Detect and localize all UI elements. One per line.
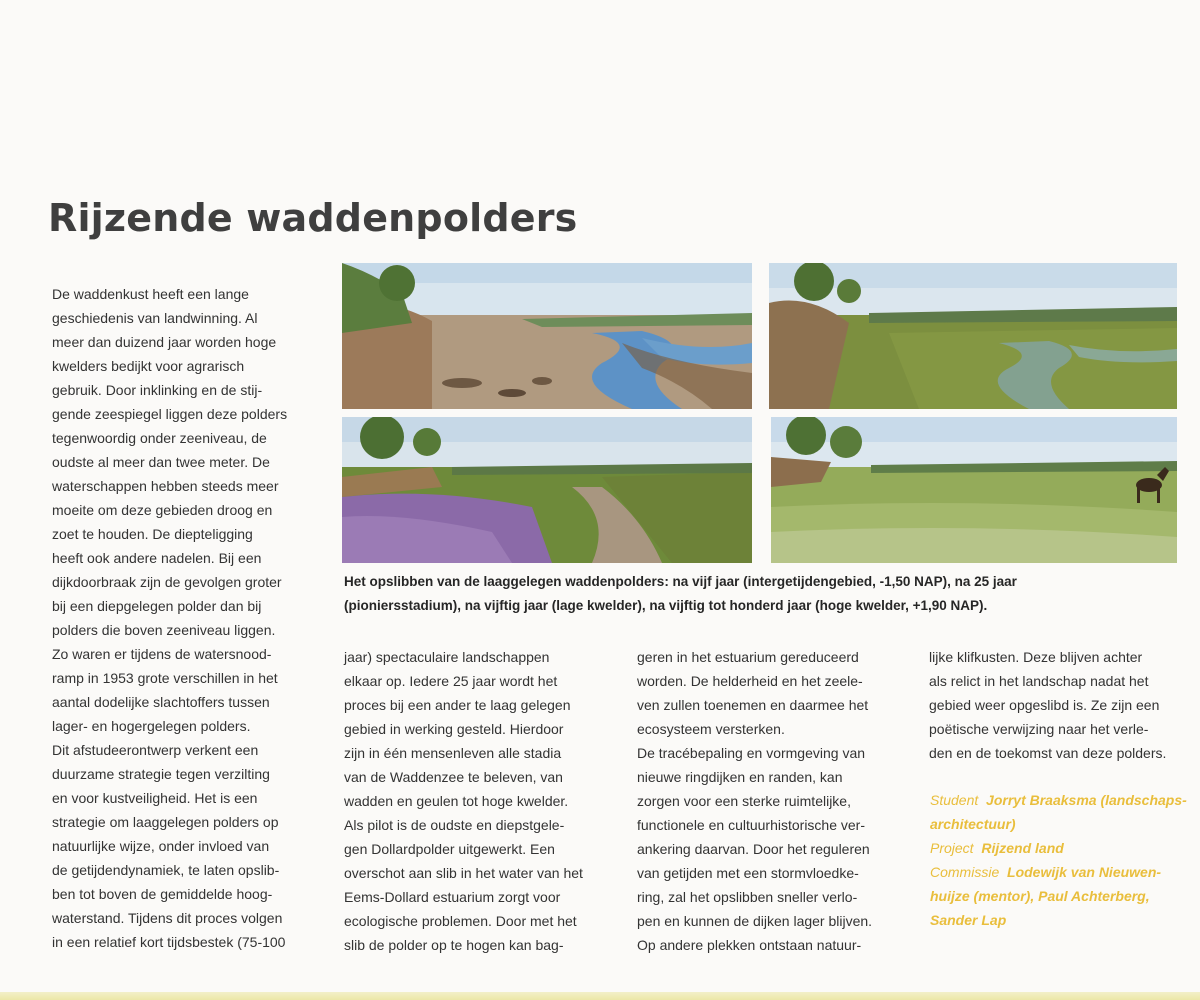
text-line: zijn in één mensenleven alle stadia — [344, 745, 562, 761]
caption-line: Het opslibben van de laaggelegen waddenpolders: na vijf jaar (intergetijdengebied, -1,50 NAP), na 25 jaar — [344, 574, 1017, 589]
text-line: de getijdendynamiek, te laten opslib- — [52, 862, 280, 878]
credit-line — [930, 836, 1187, 860]
project-credits — [930, 788, 1187, 932]
text-line: ecosysteem versterken. — [637, 721, 785, 737]
text-line: moeite om deze gebieden droog en — [52, 502, 273, 518]
text-column-4 — [929, 645, 1189, 765]
text-line: Als pilot is de oudste en diepstgele- — [344, 817, 565, 833]
article-title: Rijzende waddenpolders — [48, 196, 578, 240]
credit-value: Jorryt Braaksma (landschaps- — [986, 792, 1187, 808]
credit-value: huijze (mentor), Paul Achterberg, — [930, 888, 1150, 904]
text-line: waterstand. Tijdens dit proces volgen — [52, 910, 283, 926]
text-line: Dit afstudeerontwerp verkent een — [52, 742, 259, 758]
text-line: De tracébepaling en vormgeving van — [637, 745, 866, 761]
caption-line: (pioniersstadium), na vijftig jaar (lage kwelder), na vijftig tot honderd jaar (hoge kwelder, +1,90 NAP). — [344, 598, 988, 613]
text-line: gebruik. Door inklinking en de stij- — [52, 382, 263, 398]
text-line: Eems-Dollard estuarium zorgt voor — [344, 889, 561, 905]
text-line: van getijden met een stormvloedke- — [637, 865, 859, 881]
credit-label: Project — [930, 840, 974, 856]
text-line: natuurlijke wijze, onder invloed van — [52, 838, 270, 854]
figure-caption — [344, 570, 1017, 618]
text-line: als relict in het landschap nadat het — [929, 673, 1149, 689]
text-line: zorgen voor een sterke ruimtelijke, — [637, 793, 851, 809]
text-line: kwelders bedijkt voor agrarisch — [52, 358, 245, 374]
text-line: slib de polder op te hogen kan bag- — [344, 937, 564, 953]
text-line: poëtische verwijzing naar het verle- — [929, 721, 1149, 737]
text-line: ankering daarvan. Door het reguleren — [637, 841, 870, 857]
text-line: gende zeespiegel liggen deze polders — [52, 406, 288, 422]
text-line: wadden en geulen tot hoge kwelder. — [344, 793, 569, 809]
photo-stage-mudflat — [342, 263, 752, 409]
photo-stage-high-marsh — [771, 417, 1177, 563]
text-line: en voor kustveiligheid. Het is een — [52, 790, 258, 806]
text-line: dijkdoorbraak zijn de gevolgen groter — [52, 574, 282, 590]
credit-value: Sander Lap — [930, 912, 1007, 928]
credit-line — [930, 884, 1187, 908]
credit-label: Commissie — [930, 864, 1000, 880]
text-line: tegenwoordig onder zeeniveau, de — [52, 430, 267, 446]
text-line: Zo waren er tijdens de watersnood- — [52, 646, 272, 662]
text-line: gen Dollardpolder uitgewerkt. Een — [344, 841, 555, 857]
text-line: meer dan duizend jaar worden hoge — [52, 334, 277, 350]
text-line: aantal dodelijke slachtoffers tussen — [52, 694, 270, 710]
text-line: strategie om laaggelegen polders op — [52, 814, 279, 830]
text-line: oudste al meer dan twee meter. De — [52, 454, 270, 470]
text-line: van de Waddenzee te beleven, van — [344, 769, 563, 785]
text-column-2 — [344, 645, 614, 957]
text-line: ring, zal het opslibben sneller verlo- — [637, 889, 858, 905]
text-line: jaar) spectaculaire landschappen — [344, 649, 550, 665]
credit-value: Rijzend land — [981, 840, 1064, 856]
credit-value: Lodewijk van Nieuwen- — [1007, 864, 1162, 880]
text-line: De waddenkust heeft een lange — [52, 286, 249, 302]
text-line: lager- en hogergelegen polders. — [52, 718, 251, 734]
text-line: den en de toekomst van deze polders. — [929, 745, 1167, 761]
credit-label: Student — [930, 792, 979, 808]
text-line: pen en kunnen de dijken lager blijven. — [637, 913, 873, 929]
text-line: geschiedenis van landwinning. Al — [52, 310, 258, 326]
text-column-1 — [52, 282, 312, 954]
photo-stage-low-marsh — [342, 417, 752, 563]
credit-line — [930, 788, 1187, 812]
text-line: bij een diepgelegen polder dan bij — [52, 598, 262, 614]
text-line: duurzame strategie tegen verzilting — [52, 766, 270, 782]
text-line: Op andere plekken ontstaan natuur- — [637, 937, 862, 953]
text-line: heeft ook andere nadelen. Bij een — [52, 550, 262, 566]
text-line: polders die boven zeeniveau liggen. — [52, 622, 276, 638]
text-line: proces bij een ander te laag gelegen — [344, 697, 571, 713]
text-line: ecologische problemen. Door met het — [344, 913, 577, 929]
page-edge-strip — [0, 992, 1200, 1000]
text-line: gebied weer opgeslibd is. Ze zijn een — [929, 697, 1160, 713]
text-line: worden. De helderheid en het zeele- — [637, 673, 863, 689]
text-line: nieuwe ringdijken en randen, kan — [637, 769, 843, 785]
text-line: gebied in werking gesteld. Hierdoor — [344, 721, 564, 737]
credit-line — [930, 860, 1187, 884]
text-line: ven zullen toenemen en daarmee het — [637, 697, 869, 713]
text-column-3 — [637, 645, 907, 957]
text-line: waterschappen hebben steeds meer — [52, 478, 279, 494]
photo-stage-pioneer — [769, 263, 1177, 409]
credit-line — [930, 908, 1187, 932]
text-line: lijke klifkusten. Deze blijven achter — [929, 649, 1143, 665]
text-line: ramp in 1953 grote verschillen in het — [52, 670, 278, 686]
credit-value: architectuur) — [930, 816, 1016, 832]
text-line: in een relatief kort tijdsbestek (75-100 — [52, 934, 286, 950]
text-line: overschot aan slib in het water van het — [344, 865, 583, 881]
text-line: zoet te houden. De diepteligging — [52, 526, 253, 542]
text-line: geren in het estuarium gereduceerd — [637, 649, 859, 665]
text-line: elkaar op. Iedere 25 jaar wordt het — [344, 673, 558, 689]
credit-line — [930, 812, 1187, 836]
text-line: functionele en cultuurhistorische ver- — [637, 817, 866, 833]
text-line: ben tot boven de gemiddelde hoog- — [52, 886, 273, 902]
